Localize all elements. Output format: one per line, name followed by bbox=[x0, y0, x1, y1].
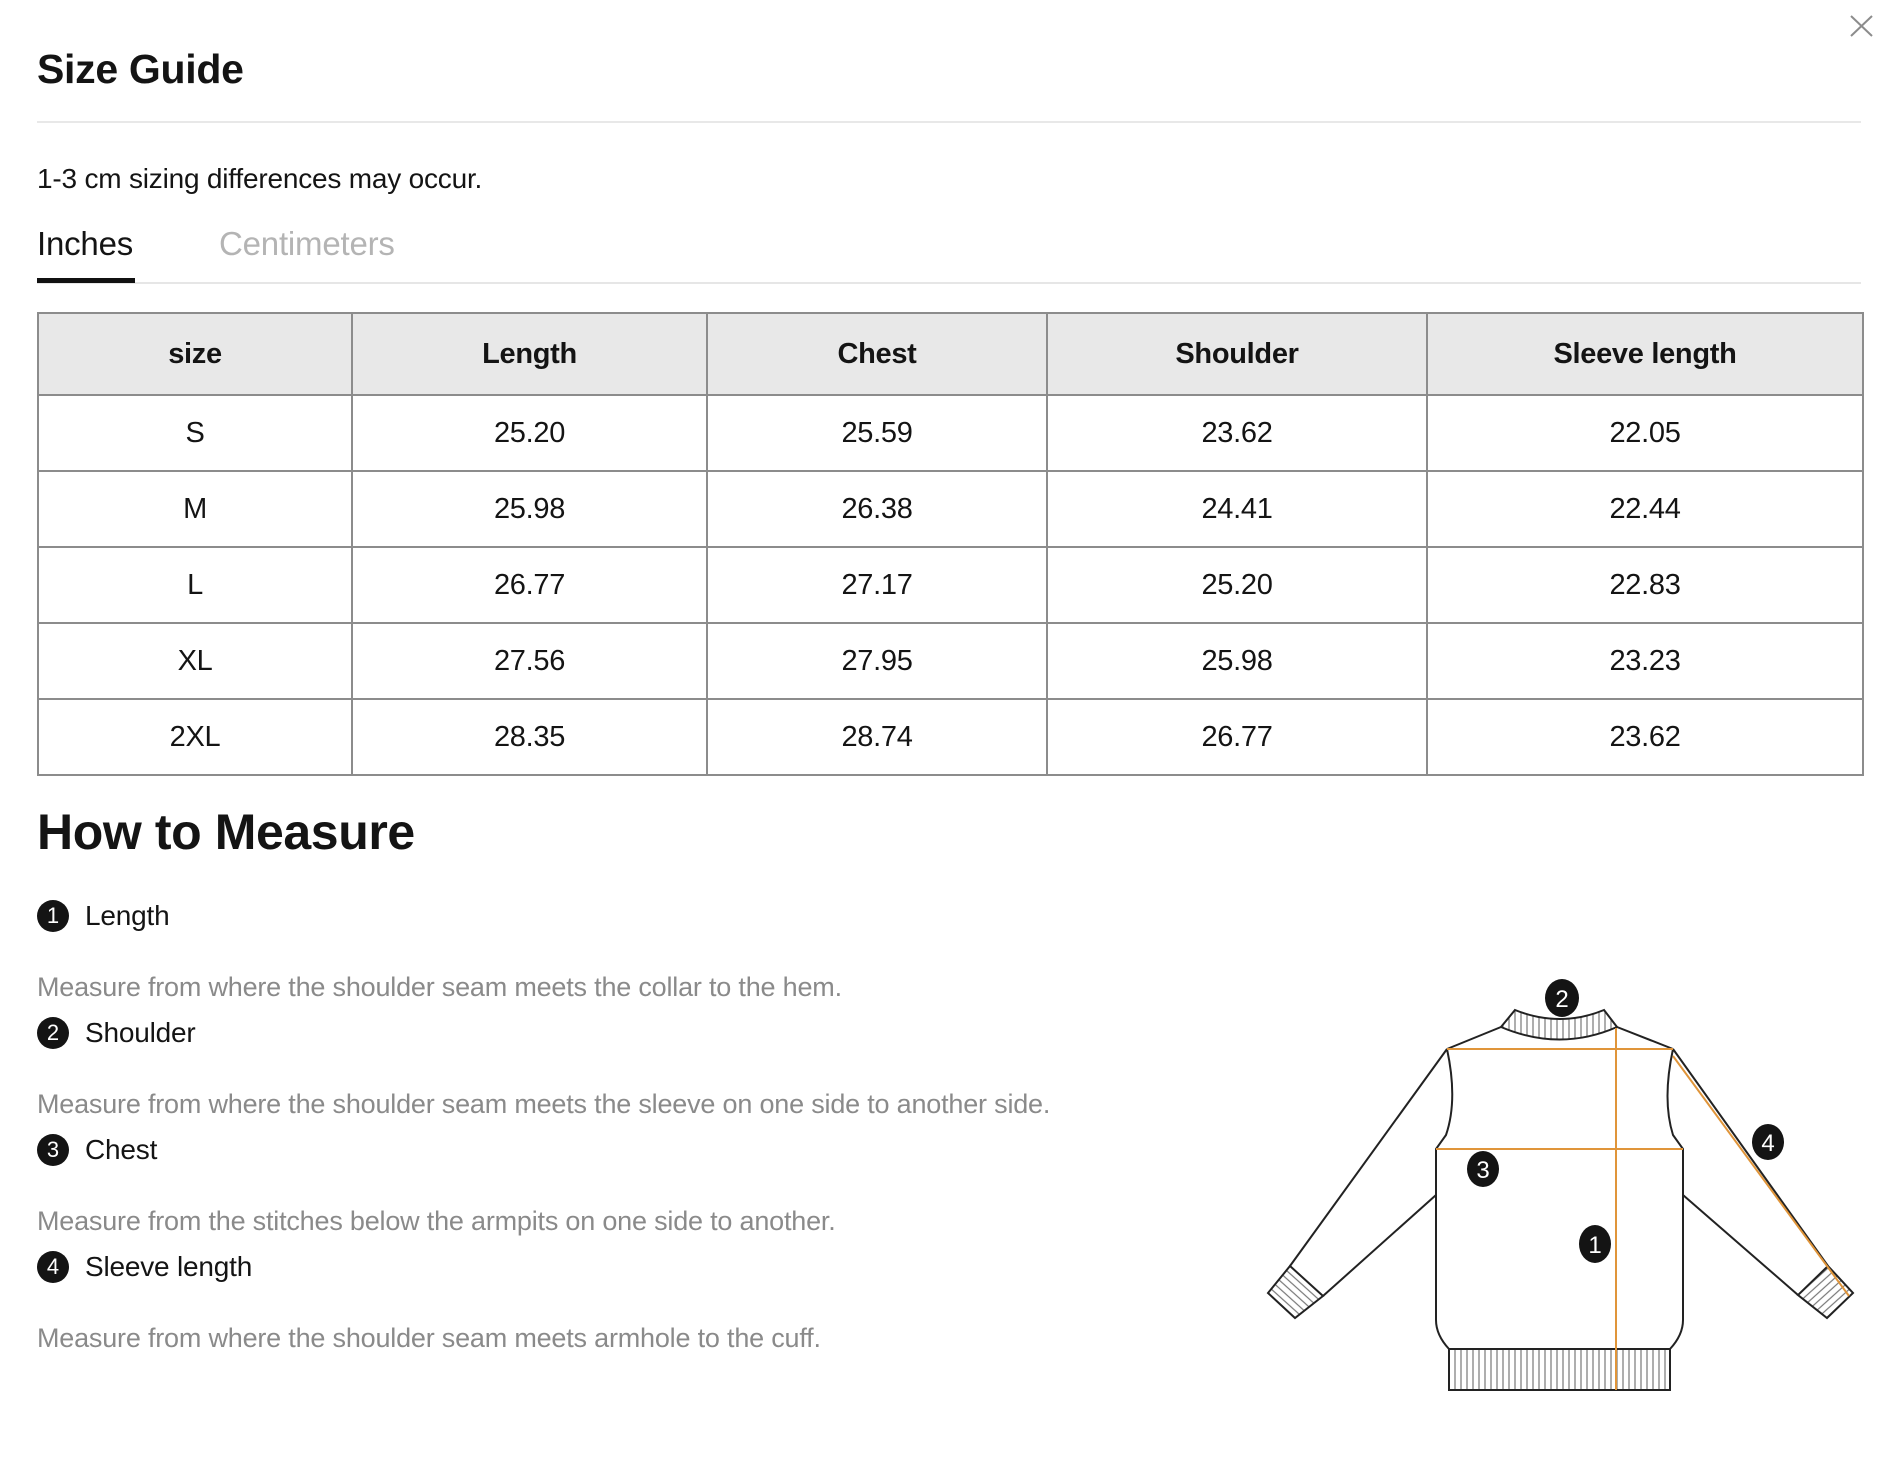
measure-description: Measure from where the shoulder seam meets the collar to the hem. bbox=[37, 972, 842, 1002]
column-header-length: Length bbox=[352, 313, 707, 395]
column-header-sleeve-length: Sleeve length bbox=[1427, 313, 1863, 395]
cell-shoulder: 24.41 bbox=[1047, 471, 1427, 547]
dialog-title: Size Guide bbox=[37, 46, 244, 92]
cell-chest: 26.38 bbox=[707, 471, 1047, 547]
measure-description: Measure from where the shoulder seam meets armhole to the cuff. bbox=[37, 1323, 821, 1353]
cell-length: 28.35 bbox=[352, 699, 707, 775]
cell-shoulder: 26.77 bbox=[1047, 699, 1427, 775]
tab-inches[interactable]: Inches bbox=[37, 222, 133, 282]
cell-chest: 28.74 bbox=[707, 699, 1047, 775]
cell-size: L bbox=[38, 547, 352, 623]
cell-size: XL bbox=[38, 623, 352, 699]
number-3-icon: 3 bbox=[37, 1134, 69, 1166]
tab-centimeters[interactable]: Centimeters bbox=[219, 225, 395, 262]
table-header-row bbox=[38, 313, 1863, 395]
sweater-diagram bbox=[1260, 960, 1899, 1420]
cell-size: 2XL bbox=[38, 699, 352, 775]
svg-text:1: 1 bbox=[1588, 1232, 1602, 1259]
table-row bbox=[38, 395, 1863, 471]
cell-sleeve-length: 23.23 bbox=[1427, 623, 1863, 699]
table-row bbox=[38, 699, 1863, 775]
measure-item-chest bbox=[37, 1132, 1237, 1238]
measure-label: Chest bbox=[85, 1134, 158, 1165]
cell-length: 27.56 bbox=[352, 623, 707, 699]
cell-size: M bbox=[38, 471, 352, 547]
measure-label: Shoulder bbox=[85, 1017, 196, 1048]
cell-sleeve-length: 22.05 bbox=[1427, 395, 1863, 471]
column-header-size: size bbox=[38, 313, 352, 395]
number-2-icon: 2 bbox=[37, 1017, 69, 1049]
measure-item-length bbox=[37, 898, 1237, 1004]
unit-tabs bbox=[37, 222, 1861, 284]
title-divider bbox=[37, 121, 1861, 123]
cell-chest: 27.95 bbox=[707, 623, 1047, 699]
measure-description: Measure from the stitches below the armpits on one side to another. bbox=[37, 1206, 836, 1236]
number-4-icon: 4 bbox=[37, 1251, 69, 1283]
cell-sleeve-length: 23.62 bbox=[1427, 699, 1863, 775]
cell-chest: 25.59 bbox=[707, 395, 1047, 471]
cell-length: 26.77 bbox=[352, 547, 707, 623]
cell-shoulder: 25.98 bbox=[1047, 623, 1427, 699]
svg-text:2: 2 bbox=[1555, 986, 1569, 1013]
table-row bbox=[38, 547, 1863, 623]
cell-length: 25.20 bbox=[352, 395, 707, 471]
svg-text:4: 4 bbox=[1761, 1130, 1775, 1157]
column-header-shoulder: Shoulder bbox=[1047, 313, 1427, 395]
cell-length: 25.98 bbox=[352, 471, 707, 547]
cell-size: S bbox=[38, 395, 352, 471]
close-button[interactable] bbox=[1846, 11, 1877, 41]
number-1-icon: 1 bbox=[37, 900, 69, 932]
how-to-measure-heading: How to Measure bbox=[37, 804, 415, 860]
size-table bbox=[37, 312, 1864, 776]
measure-label: Sleeve length bbox=[85, 1251, 253, 1282]
measure-item-shoulder bbox=[37, 1015, 1237, 1121]
column-header-chest: Chest bbox=[707, 313, 1047, 395]
measure-item-sleeve-length bbox=[37, 1249, 1237, 1355]
measure-label: Length bbox=[85, 900, 170, 931]
measure-description: Measure from where the shoulder seam meets the sleeve on one side to another side. bbox=[37, 1089, 1051, 1119]
cell-chest: 27.17 bbox=[707, 547, 1047, 623]
table-row bbox=[38, 623, 1863, 699]
cell-shoulder: 25.20 bbox=[1047, 547, 1427, 623]
cell-sleeve-length: 22.83 bbox=[1427, 547, 1863, 623]
cell-shoulder: 23.62 bbox=[1047, 395, 1427, 471]
svg-text:3: 3 bbox=[1476, 1157, 1490, 1184]
close-icon bbox=[1846, 11, 1877, 41]
sizing-notice: 1-3 cm sizing differences may occur. bbox=[37, 163, 483, 194]
cell-sleeve-length: 22.44 bbox=[1427, 471, 1863, 547]
table-row bbox=[38, 471, 1863, 547]
sweater-illustration-icon bbox=[1260, 960, 1899, 1420]
